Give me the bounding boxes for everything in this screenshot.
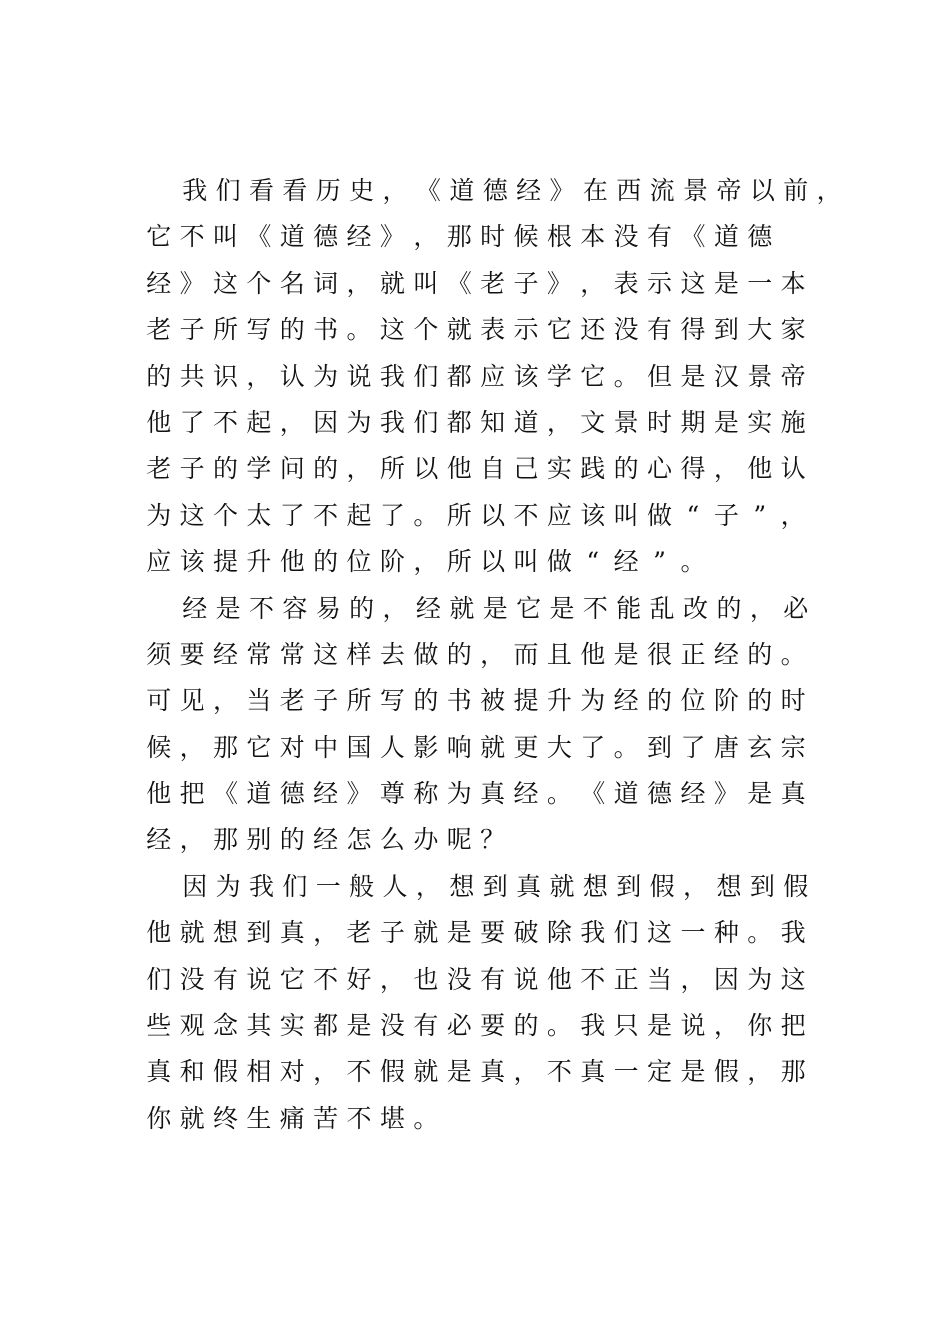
text-line: 候 ， 那 它 对 中 国 人 影 响 就 更 大 了 。 到 了 唐 玄 宗 (146, 732, 806, 762)
text-line: 他 了 不 起 ， 因 为 我 们 都 知 道 ， 文 景 时 期 是 实 施 (146, 407, 806, 437)
text-line: 经 》 这 个 名 词 ， 就 叫 《 老 子 》 ， 表 示 这 是 一 本 (146, 268, 806, 298)
text-line: 它 不 叫 《 道 德 经 》 ， 那 时 候 根 本 没 有 《 道 德 (146, 222, 773, 252)
text-line: 为 这 个 太 了 不 起 了 。 所 以 不 应 该 叫 做 “ 子 ” ， (146, 500, 806, 530)
text-line: 真 和 假 相 对 ， 不 假 就 是 真 ， 不 真 一 定 是 假 ， 那 (146, 1057, 806, 1087)
text-line: 他 把 《 道 德 经 》 尊 称 为 真 经 。 《 道 德 经 》 是 真 (146, 779, 806, 809)
text-line: 老 子 的 学 问 的 ， 所 以 他 自 己 实 践 的 心 得 ， 他 认 (146, 454, 806, 484)
text-line: 应 该 提 升 他 的 位 阶 ， 所 以 叫 做 “ 经 ” 。 (146, 547, 706, 577)
text-line: 经 是 不 容 易 的 ， 经 就 是 它 是 不 能 乱 改 的 ， 必 (182, 593, 809, 623)
text-line: 的 共 识 ， 认 为 说 我 们 都 应 该 学 它 。 但 是 汉 景 帝 (146, 361, 806, 391)
text-line: 们 没 有 说 它 不 好 ， 也 没 有 说 他 不 正 当 ， 因 为 这 (146, 964, 806, 994)
body-text (142, 168, 842, 1142)
text-line: 须 要 经 常 常 这 样 去 做 的 ， 而 且 他 是 很 正 经 的 。 (146, 639, 806, 669)
text-line: 老 子 所 写 的 书 。 这 个 就 表 示 它 还 没 有 得 到 大 家 (146, 315, 806, 345)
text-line: 因 为 我 们 一 般 人 ， 想 到 真 就 想 到 假 ， 想 到 假 (182, 871, 809, 901)
text-line: 我 们 看 看 历 史 ， 《 道 德 经 》 在 西 流 景 帝 以 前 ， (182, 176, 842, 205)
text-line: 可 见 ， 当 老 子 所 写 的 书 被 提 升 为 经 的 位 阶 的 时 (146, 686, 806, 716)
text-line: 你 就 终 生 痛 苦 不 堪 。 (146, 1103, 439, 1133)
text-line: 他 就 想 到 真 ， 老 子 就 是 要 破 除 我 们 这 一 种 。 我 (146, 918, 806, 948)
text-line: 些 观 念 其 实 都 是 没 有 必 要 的 。 我 只 是 说 ， 你 把 (146, 1011, 806, 1041)
text-line: 经 ， 那 别 的 经 怎 么 办 呢 ？ (146, 825, 506, 855)
